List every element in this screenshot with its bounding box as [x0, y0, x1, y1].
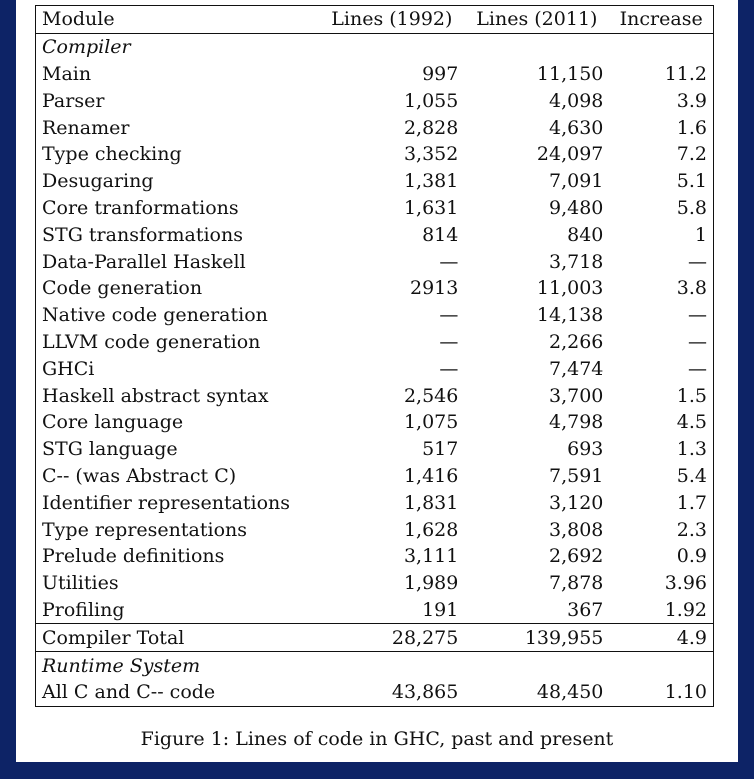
cell-lines-1992: 517	[422, 438, 459, 461]
section-title-row	[36, 33, 714, 60]
cell-increase: 11.2	[664, 62, 707, 85]
cell-module: Type checking	[42, 143, 182, 166]
cell-module: Identifier representations	[42, 491, 291, 514]
cell-lines-1992: 28,275	[319, 624, 464, 652]
cell-lines-2011: 7,591	[548, 464, 604, 487]
table-row	[36, 355, 714, 382]
cell-increase: 1.10	[664, 681, 707, 704]
cell-increase: 1.6	[676, 116, 707, 139]
cell-module: Profiling	[42, 598, 125, 621]
table-row	[36, 382, 714, 409]
table-row	[36, 114, 714, 141]
cell-lines-2011: 4,098	[548, 89, 604, 112]
cell-module: GHCi	[42, 357, 95, 380]
cell-increase: 3.9	[676, 89, 707, 112]
table-body	[36, 33, 714, 706]
cell-lines-1992: —	[439, 250, 459, 273]
cell-module: Desugaring	[42, 170, 154, 193]
cell-increase: 1.92	[664, 598, 707, 621]
cell-module: Haskell abstract syntax	[42, 384, 269, 407]
cell-increase: 4.9	[609, 624, 713, 652]
table-row	[36, 248, 714, 275]
cell-module: STG transformations	[42, 223, 243, 246]
table-row	[36, 87, 714, 114]
cell-lines-1992: 814	[422, 223, 459, 246]
cell-lines-1992: —	[439, 357, 459, 380]
cell-module: Data-Parallel Haskell	[42, 250, 246, 273]
cell-lines-1992: 1,416	[403, 464, 459, 487]
cell-lines-2011: 7,474	[548, 357, 604, 380]
table-row	[36, 516, 714, 543]
cell-increase: 5.1	[676, 170, 707, 193]
cell-module: STG language	[42, 438, 178, 461]
cell-lines-2011: 2,692	[548, 545, 604, 568]
cell-module: All C and C-- code	[42, 681, 216, 704]
cell-module: Renamer	[42, 116, 130, 139]
cell-lines-1992: —	[439, 330, 459, 353]
cell-module: Type representations	[42, 518, 248, 541]
section-title-row	[36, 652, 714, 679]
cell-lines-2011: 2,266	[548, 330, 604, 353]
cell-lines-1992: 191	[422, 598, 459, 621]
cell-lines-2011: 139,955	[464, 624, 609, 652]
cell-lines-1992: 2,546	[403, 384, 459, 407]
table-row	[36, 597, 714, 624]
cell-lines-2011: 840	[567, 223, 604, 246]
cell-increase: 1.7	[676, 491, 707, 514]
cell-module: Compiler Total	[36, 624, 320, 652]
cell-module: Core language	[42, 411, 184, 434]
table-row	[36, 679, 714, 706]
cell-lines-1992: 997	[422, 62, 459, 85]
cell-module: C-- (was Abstract C)	[42, 464, 237, 487]
header-increase: Increase	[609, 6, 713, 34]
cell-increase: —	[688, 330, 707, 353]
cell-increase: 5.4	[676, 464, 707, 487]
cell-lines-1992: —	[439, 304, 459, 327]
cell-lines-1992: 3,352	[403, 143, 459, 166]
cell-increase: 3.8	[676, 277, 707, 300]
cell-lines-2011: 693	[567, 438, 604, 461]
cell-module: Prelude definitions	[42, 545, 225, 568]
cell-module: LLVM code generation	[42, 330, 261, 353]
section-title: Runtime System	[36, 652, 714, 679]
cell-lines-2011: 3,808	[548, 518, 604, 541]
header-module: Module	[36, 6, 320, 34]
cell-lines-2011: 4,798	[548, 411, 604, 434]
cell-lines-1992: 3,111	[403, 545, 459, 568]
table-row	[36, 409, 714, 436]
header-lines-2011: Lines (2011)	[464, 6, 609, 34]
table-row	[36, 61, 714, 88]
cell-lines-1992: 43,865	[391, 681, 459, 704]
cell-lines-2011: 3,700	[548, 384, 604, 407]
table-row	[36, 221, 714, 248]
cell-lines-1992: 2913	[410, 277, 459, 300]
cell-lines-2011: 3,718	[548, 250, 604, 273]
cell-lines-2011: 7,878	[548, 572, 604, 595]
cell-increase: 1	[694, 223, 707, 246]
cell-increase: —	[688, 250, 707, 273]
cell-increase: 0.9	[676, 545, 707, 568]
table-row	[36, 543, 714, 570]
cell-lines-1992: 1,381	[403, 170, 459, 193]
table-row	[36, 141, 714, 168]
table-row	[36, 489, 714, 516]
cell-module: Utilities	[42, 572, 119, 595]
table-row	[36, 329, 714, 356]
cell-lines-2011: 48,450	[536, 681, 604, 704]
cell-module: Native code generation	[42, 304, 268, 327]
total-row	[36, 624, 714, 652]
cell-lines-2011: 11,150	[536, 62, 604, 85]
cell-lines-1992: 1,075	[403, 411, 459, 434]
cell-lines-2011: 14,138	[536, 304, 604, 327]
cell-increase: 2.3	[676, 518, 707, 541]
cell-increase: 5.8	[676, 196, 707, 219]
section-title: Compiler	[42, 36, 131, 59]
cell-lines-2011: 367	[567, 598, 604, 621]
header-row	[36, 6, 714, 34]
cell-increase: 4.5	[676, 411, 707, 434]
table-row	[36, 168, 714, 195]
table-row	[36, 570, 714, 597]
cell-module: Core tranformations	[42, 196, 239, 219]
table-row	[36, 302, 714, 329]
table-row	[36, 195, 714, 222]
cell-lines-1992: 1,631	[403, 196, 459, 219]
table-row	[36, 436, 714, 463]
cell-lines-2011: 11,003	[536, 277, 604, 300]
cell-increase: 3.96	[664, 572, 707, 595]
lines-of-code-table	[35, 5, 714, 707]
cell-lines-2011: 24,097	[536, 143, 604, 166]
table-row	[36, 463, 714, 490]
cell-lines-1992: 1,628	[403, 518, 459, 541]
cell-increase: 1.5	[676, 384, 707, 407]
cell-module: Code generation	[42, 277, 203, 300]
figure-caption: Figure 1: Lines of code in GHC, past and present	[140, 728, 614, 750]
cell-module: Main	[42, 62, 92, 85]
cell-increase: —	[688, 304, 707, 327]
cell-lines-2011: 9,480	[548, 196, 604, 219]
cell-lines-1992: 1,055	[403, 89, 459, 112]
cell-lines-2011: 3,120	[548, 491, 604, 514]
cell-increase: 1.3	[676, 438, 707, 461]
cell-lines-1992: 2,828	[403, 116, 459, 139]
cell-module: Parser	[42, 89, 105, 112]
cell-lines-2011: 4,630	[548, 116, 604, 139]
cell-increase: 7.2	[676, 143, 707, 166]
cell-increase: —	[688, 357, 707, 380]
header-lines-1992: Lines (1992)	[319, 6, 464, 34]
cell-lines-1992: 1,989	[403, 572, 459, 595]
document-page	[16, 0, 738, 762]
cell-lines-1992: 1,831	[403, 491, 459, 514]
table-row	[36, 275, 714, 302]
cell-lines-2011: 7,091	[548, 170, 604, 193]
